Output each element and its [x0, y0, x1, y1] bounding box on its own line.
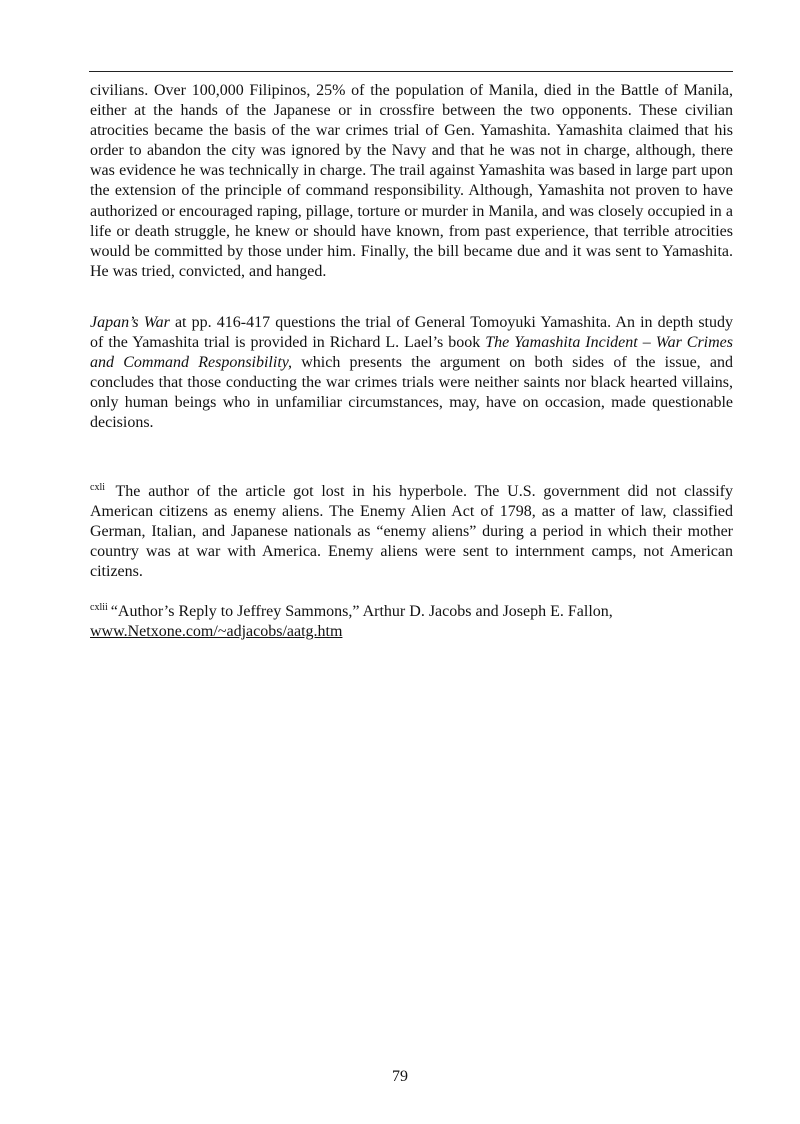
- footnote-cxlii: [90, 602, 733, 642]
- footnote-link[interactable]: www.Netxone.com/~adjacobs/aatg.htm: [90, 623, 343, 641]
- paragraph-2-text-a: at pp. 416-417 questions the trial of General Tomoyuki Yamashita. An in depth study of the Yamashita trial is provided in Richard L. Lael’s book: [90, 314, 733, 352]
- book-title-yamashita-incident: The Yamashita Incident – War Crimes and Command Responsibility,: [90, 334, 734, 372]
- footnote-marker: cxlii: [90, 601, 108, 613]
- body-paragraph-2: [90, 313, 733, 434]
- book-title-japans-war: Japan’s War: [90, 314, 170, 331]
- footnote-text: “Author’s Reply to Jeffrey Sammons,” Arthur D. Jacobs and Joseph E. Fallon,: [110, 603, 613, 620]
- footnote-text: The author of the article got lost in his hyperbole. The U.S. government did not classify American citizens as enemy aliens. The Enemy Alien Act of 1798, as a matter of law, classified German, Italian, and Japanese nationals as “enemy aliens” during a period in which their mother country was at war with America. Enemy aliens were sent to internment camps, not American citizens.: [90, 483, 733, 581]
- body-paragraph-1: civilians. Over 100,000 Filipinos, 25% of the population of Manila, died in the Battle of Manila, either at the hands of the Japanese or in crossfire between the two opponents. These civilian atrocities became the basis of the war crimes trial of Gen. Yamashita. Yamashita claimed that his order to abandon the city was ignored by the Navy and that he was not in charge, although, there was evidence he was technically in charge. The trail against Yamashita was based in large part upon the extension of the principle of command responsibility. Although, Yamashita not proven to have authorized or encouraged raping, pillage, torture or murder in Manila, and was closely occupied in a life or death struggle, he knew or should have known, from past experience, that terrible atrocities would be committed by those under him. Finally, the bill became due and it was sent to Yamashita. He was tried, convicted, and hanged.: [90, 82, 733, 280]
- footnote-cxli: [90, 482, 733, 582]
- header-rule: [89, 71, 733, 72]
- page-number: 79: [392, 1068, 408, 1085]
- footnote-marker: cxli: [90, 481, 105, 493]
- paragraph-2-text-b: which presents the argument on both sides of the issue, and concludes that those conducting the war crimes trials were neither saints nor black hearted villains, only human beings who in unfamiliar circumstances, may, have on occasion, made questionable decisions.: [90, 354, 733, 432]
